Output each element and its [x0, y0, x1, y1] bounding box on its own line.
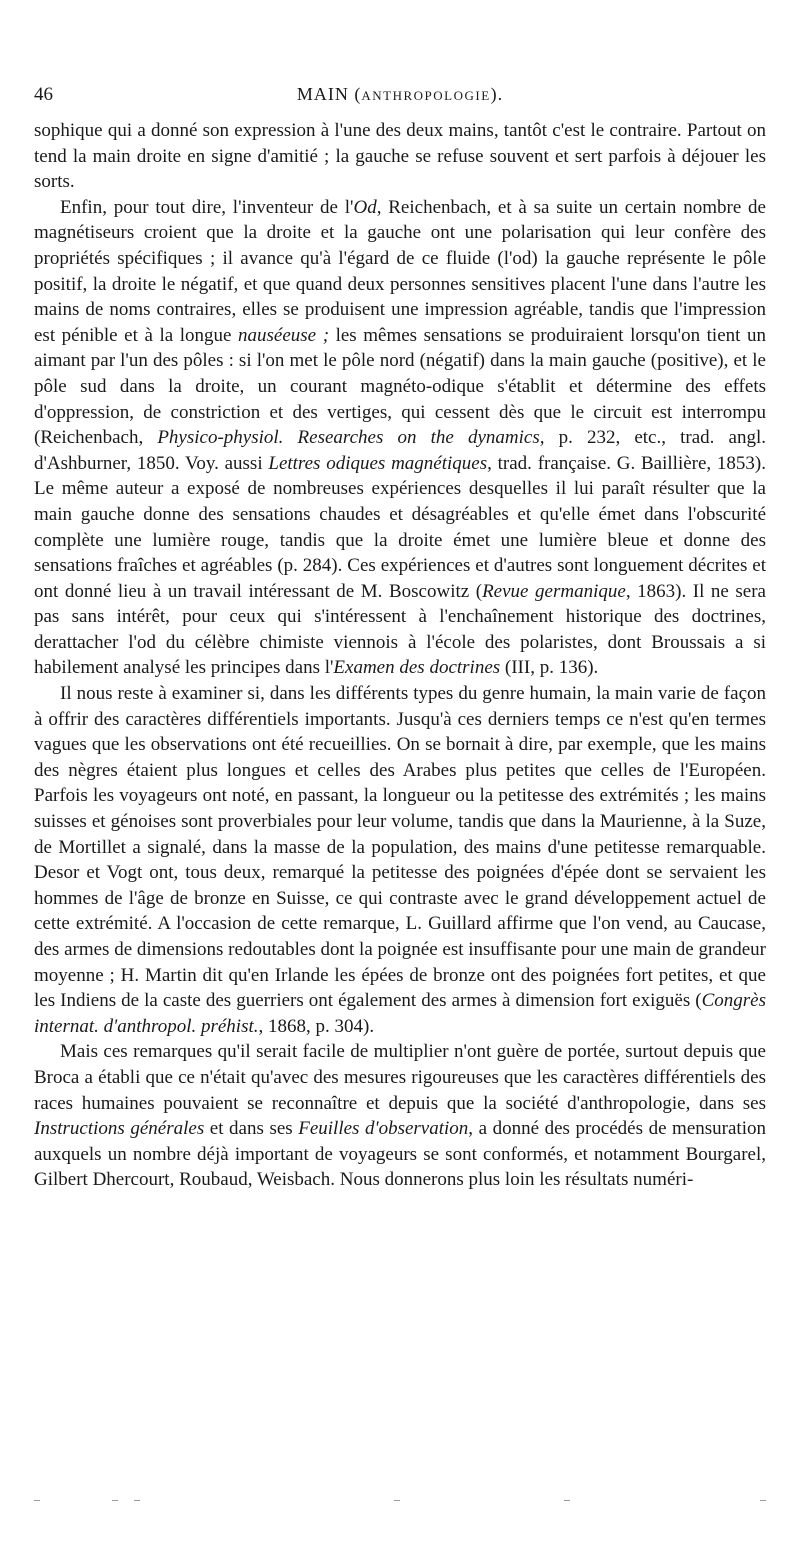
text-run: , 1868, p. 304).: [258, 1015, 375, 1037]
italic-text: Lettres odiques magnétiques: [268, 452, 488, 474]
text-run: , trad. française. G. Baillière, 1853). Le même auteur a exposé de nombreuses expériences desquelles il lui paraît résulter que la main gauche donne des sensations chaudes et désagréables et qu'elle émet dans l'obscurité complète une lumière rouge, tandis que la droite émet une lumière bleue et donne des sensations fraîches et agréables (p. 284). Ces expériences et d'autres sont longuement décrites et ont donné lieu à un travail intéressant de M. Boscowitz (: [34, 452, 767, 602]
italic-text: Od: [353, 196, 377, 218]
running-title: [34, 84, 766, 105]
running-title-end: ).: [490, 84, 504, 104]
text-run: Enfin, pour tout dire, l'inventeur de l': [60, 196, 354, 218]
paragraph: [34, 1039, 766, 1193]
text-run: , p. 232, etc., trad. angl. d'Ashburner, 1850. Voy. aussi: [34, 427, 766, 474]
paragraph: [34, 195, 766, 681]
text-run: les mêmes sensations se produiraient lorsqu'on tient un aimant par l'un des pôles : si l'on met le pôle nord (négatif) dans la main gauche (positive), et le pôle sud dans la droite, un courant magnéto-odique s'établit et détermine des effets d'oppression, de constriction et des vertiges, qui cessent dès que le circuit est interrompu (Reichenbach,: [34, 324, 766, 449]
text-run: sophique qui a donné son expression à l'une des deux mains, tantôt c'est le contraire. Partout on tend la main droite en signe d'amitié ; la gauche se refuse souvent et sert parfois à déjouer les sorts.: [34, 120, 766, 193]
text-run: , a donné des procédés de mensuration auxquels un nombre déjà important de voyageurs se sont conformés, et notamment Bourgarel, Gilbert Dhercourt, Roubaud, Weisbach. Nous donnerons plus loin les résultats numéri-: [34, 1118, 766, 1191]
running-title-main: MAIN (: [296, 84, 362, 104]
text-run: Il nous reste à examiner si, dans les différents types du genre humain, la main varie de façon à offrir des caractères différentiels importants. Jusqu'à ces derniers temps ce n'est qu'en termes vagues que les observations ont été recueillies. On se bornait à dire, par exemple, que les mains des nègres étaient plus longues et celles des Arabes plus petites que celles de l'Européen. Parfois les voyageurs ont noté, en passant, la longueur ou la petitesse des extrémités ; les mains suisses et génoises sont proverbiales pour leur volume, tandis que dans la Maurienne, à la Suze, de Mortillet a signalé, dans la masse de la population, des mains d'une petitesse remarquable. Desor et Vogt ont, tous deux, remarqué la petitesse des poignées d'épée dont se servaient les hommes de l'âge de bronze en Suisse, ce qui contraste avec le grand développement actuel de cette extrémité. A l'occasion de cette remarque, L. Guillard affirme que l'on vend, au Caucase, des armes de dimensions redoutables dont la poignée est insuffisante pour une main de grandeur moyenne ; H. Martin dit qu'en Irlande les épées de bronze ont des poignées fort petites, et que les Indiens de la caste des guerriers ont également des armes à dimension fort exiguës (: [34, 683, 767, 1012]
text-run: et dans ses: [204, 1118, 299, 1140]
page-number: 46: [34, 84, 53, 105]
italic-text: nauséeuse ;: [238, 324, 330, 346]
text-run: Mais ces remarques qu'il serait facile de multiplier n'ont guère de portée, surtout depuis que Broca a établi que ce n'était qu'avec des mesures rigoureuses que les caractères différentiels des races humaines pouvaient se reconnaître et depuis que la société d'anthropologie, dans ses: [34, 1041, 766, 1114]
italic-text: Revue germanique: [482, 580, 626, 602]
italic-text: Feuilles d'observation: [298, 1118, 469, 1140]
paragraph: [34, 118, 766, 195]
text-run: , 1863). Il ne sera pas sans intérêt, pour ceux qui s'intéressent à l'enchaînement historique des doctrines, derattacher l'od du célèbre chimiste viennois à l'école des polaristes, dont Broussais a si habilement analysé les principes dans l': [34, 580, 766, 679]
italic-text: Congrès internat. d'anthropol. préhist.: [34, 990, 766, 1037]
paragraph: [34, 681, 766, 1039]
text-run: (III, p. 136).: [500, 657, 599, 679]
italic-text: Examen des doctrines: [333, 657, 501, 679]
body-text: [34, 118, 766, 1193]
text-run: , Reichenbach, et à sa suite un certain nombre de magnétiseurs croient que la droite et la gauche ont une polarisation qui leur confère des propriétés spécifiques ; il avance qu'à l'égard de ce fluide (l'od) la gauche représente le pôle positif, la droite le négatif, et que quand deux personnes sensitives placent l'une dans l'autre les mains de noms contraires, elles se produisent une impression agréable, tandis que l'impression est pénible et à la longue: [34, 196, 766, 346]
italic-text: Physico-physiol. Researches on the dynamics: [157, 427, 540, 449]
page-header: [34, 84, 766, 112]
running-title-subject: ANTHROPOLOGIE: [361, 88, 491, 103]
italic-text: Instructions générales: [34, 1118, 205, 1140]
page-margin-marks: [34, 1500, 766, 1510]
